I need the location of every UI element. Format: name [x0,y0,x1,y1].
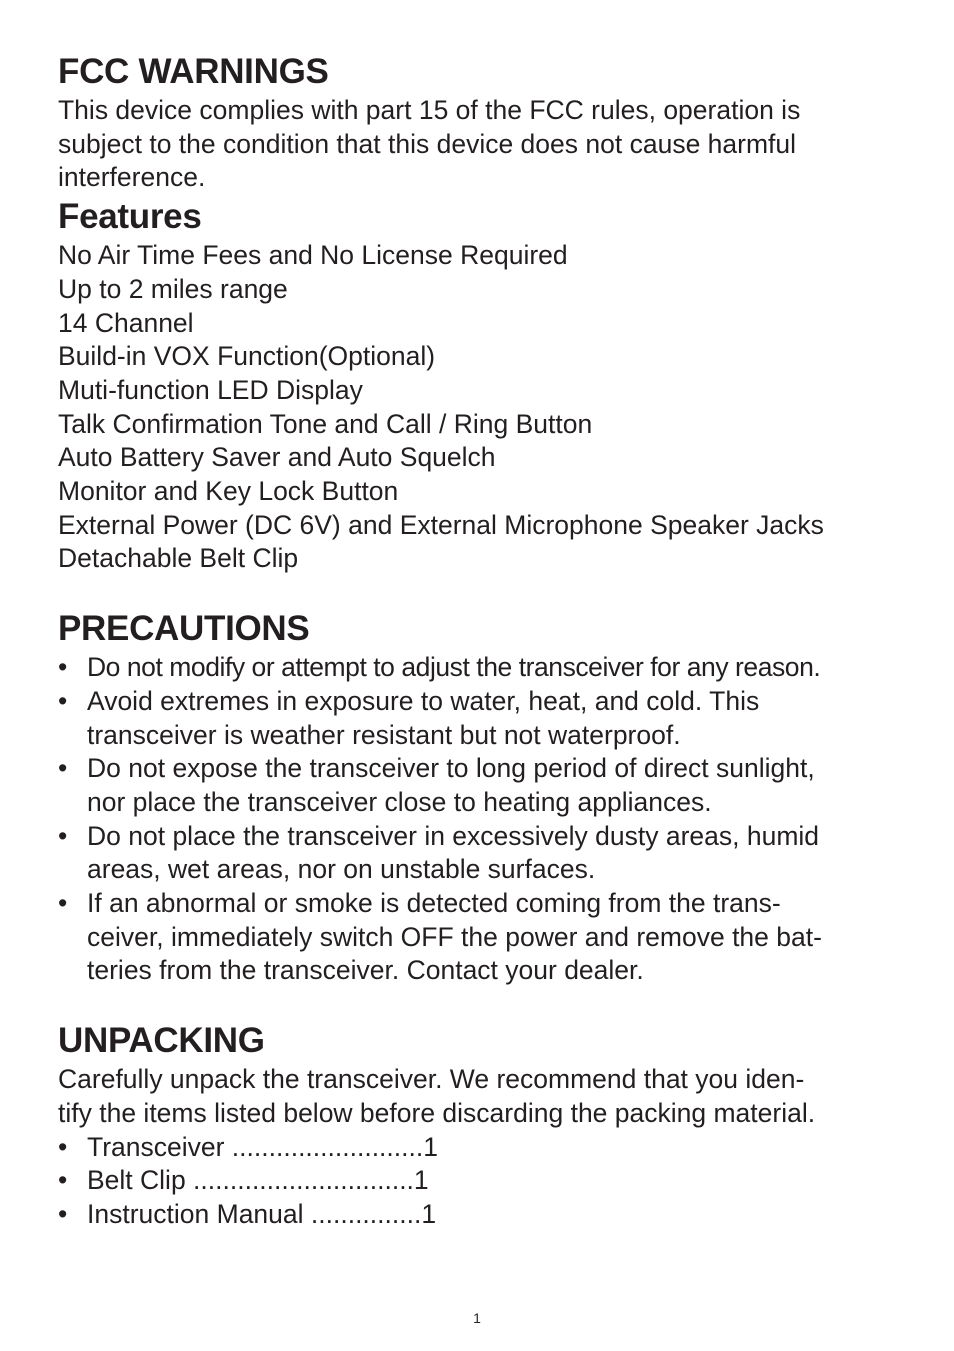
feature-item: Muti-function LED Display [58,374,363,405]
fcc-heading: FCC WARNINGS [58,52,329,91]
document-page [58,50,898,1232]
feature-item: 14 Channel [58,307,194,338]
feature-item: Monitor and Key Lock Button [58,476,399,507]
unpacking-item-label: Instruction Manual ...............1 [87,1198,437,1229]
precaution-line: ceiver, immediately switch OFF the power and remove the bat- [87,921,822,952]
fcc-body [58,94,898,195]
unpacking-item-label: Belt Clip ..............................1 [87,1165,429,1196]
features-list [58,239,898,576]
features-heading: Features [58,197,202,237]
section-spacer [58,576,898,607]
precaution-line: teries from the transceiver. Contact your dealer. [87,955,644,986]
feature-item: Build-in VOX Function(Optional) [58,341,436,372]
bullet-marker: • [58,820,68,851]
precaution-line: Do not modify or attempt to adjust the transceiver for any reason. [87,652,821,683]
bullet-marker: • [58,1198,68,1229]
feature-item: No Air Time Fees and No License Required [58,240,568,271]
bullet-marker: • [58,888,68,919]
unpacking-item [58,1164,898,1198]
precaution-line: Do not place the transceiver in excessively dusty areas, humid [87,820,820,851]
precaution-line: If an abnormal or smoke is detected coming from the trans- [87,888,781,919]
bullet-marker: • [58,1165,68,1196]
unpacking-item [58,1198,898,1232]
precaution-line: Do not expose the transceiver to long period of direct sunlight, [87,753,815,784]
precaution-line: areas, wet areas, nor on unstable surfaces. [87,854,596,885]
fcc-body-line: This device complies with part 15 of the FCC rules, operation is [58,95,801,125]
precaution-item [58,651,898,685]
precaution-item [58,887,898,988]
feature-item: Detachable Belt Clip [58,543,299,574]
page-number: 1 [473,1310,481,1326]
precaution-item [58,820,898,887]
feature-item: External Power (DC 6V) and External Microphone Speaker Jacks [58,509,824,540]
unpacking-list [58,1131,898,1232]
bullet-marker: • [58,753,68,784]
feature-item: Auto Battery Saver and Auto Squelch [58,442,496,473]
precautions-heading: PRECAUTIONS [58,609,310,649]
fcc-body-line: interference. [58,162,206,193]
unpacking-heading: UNPACKING [58,1021,265,1061]
precaution-line: transceiver is weather resistant but not waterproof. [87,719,681,750]
unpacking-body-line: tify the items listed below before discarding the packing material. [58,1097,816,1128]
precaution-item [58,685,898,752]
section-spacer [58,988,898,1019]
bullet-marker: • [58,652,68,683]
unpacking-item [58,1131,898,1165]
feature-item: Up to 2 miles range [58,273,288,304]
feature-item: Talk Confirmation Tone and Call / Ring Button [58,408,593,439]
precaution-line: Avoid extremes in exposure to water, heat, and cold. This [87,685,760,716]
bullet-marker: • [58,685,68,716]
fcc-body-line: subject to the condition that this device does not cause harmful [58,128,797,159]
bullet-marker: • [58,1131,68,1162]
unpacking-item-label: Transceiver ..........................1 [87,1131,438,1162]
unpacking-body [58,1063,898,1130]
precaution-item [58,752,898,819]
precautions-list [58,651,898,988]
unpacking-body-line: Carefully unpack the transceiver. We recommend that you iden- [58,1064,805,1095]
precaution-line: nor place the transceiver close to heating appliances. [87,786,712,817]
